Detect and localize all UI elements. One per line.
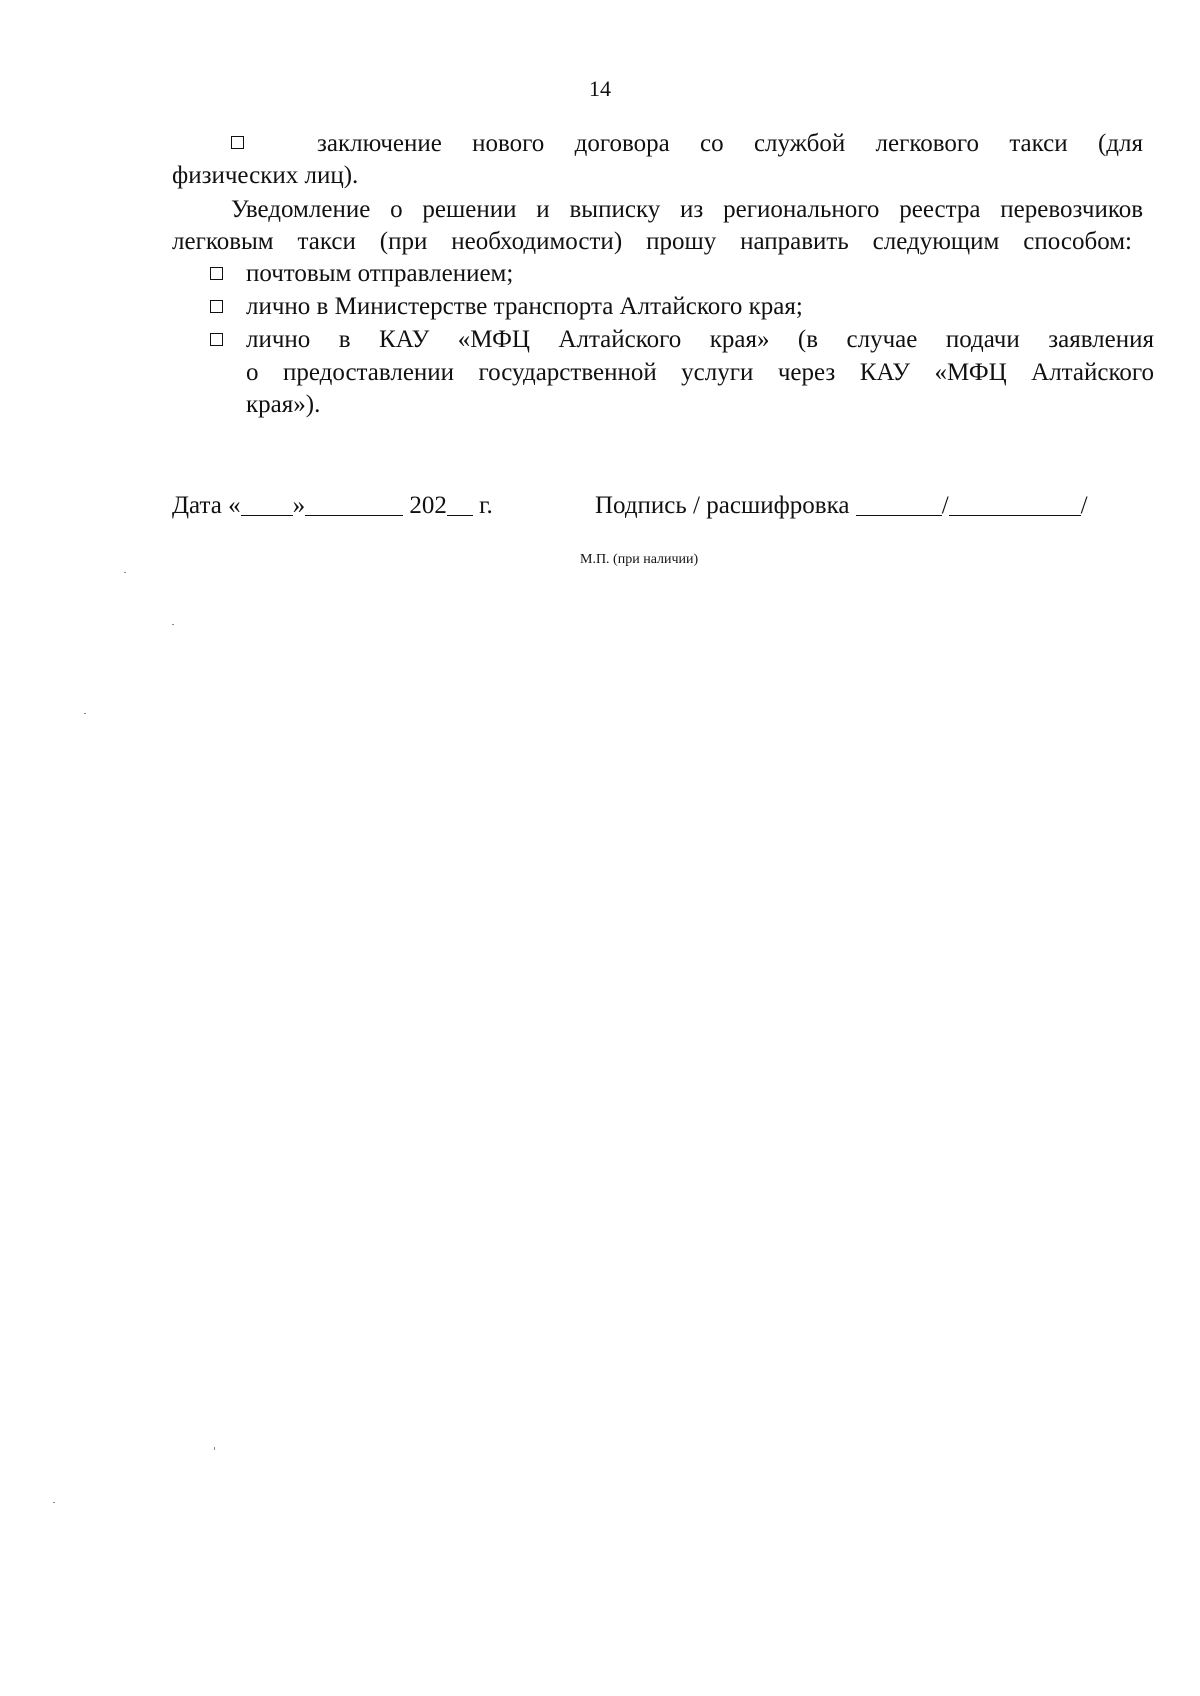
day-blank[interactable] [241, 493, 293, 516]
notice-line2: легковым такси (при необходимости) прошу направить следующим способом: [172, 228, 1132, 255]
scan-speck [214, 1447, 215, 1450]
option-ministry: лично в Министерстве транспорта Алтайского края; [246, 293, 803, 320]
date-field [172, 490, 493, 522]
option-mfc-line2: о предоставлении государственной услуги через КАУ «МФЦ Алтайского [246, 359, 1154, 386]
contract-option-line2: физических лиц). [172, 162, 359, 189]
checkbox-mfc[interactable] [210, 333, 223, 346]
signature-blank[interactable] [856, 493, 942, 516]
name-blank[interactable] [949, 493, 1081, 516]
stamp-note: М.П. (при наличии) [580, 552, 699, 567]
signature-slash-2: / [1080, 492, 1088, 519]
signature-slash-1: / [941, 492, 949, 519]
option-mfc-line1: лично в КАУ «МФЦ Алтайского края» (в случае подачи заявления [246, 326, 1154, 353]
checkbox-contract[interactable] [231, 136, 244, 149]
year-prefix: 202 [409, 492, 447, 519]
notice-line1: Уведомление о решении и выписку из регионального реестра перевозчиков [231, 196, 1143, 223]
signature-field [595, 490, 1088, 522]
scan-speck [53, 1502, 55, 1503]
option-mail: почтовым отправлением; [246, 260, 514, 287]
checkbox-ministry[interactable] [210, 300, 223, 313]
year-suffix: г. [479, 492, 493, 519]
scan-speck [172, 624, 174, 625]
year-blank[interactable] [447, 493, 473, 516]
signature-label: Подпись / расшифровка [595, 492, 850, 519]
date-close-quote: » [292, 492, 306, 519]
contract-option-line1: заключение нового договора со службой легкового такси (для [317, 130, 1143, 157]
month-blank[interactable] [305, 493, 403, 516]
scan-speck [124, 572, 126, 573]
scan-speck [84, 713, 86, 714]
checkbox-mail[interactable] [210, 267, 223, 280]
option-mfc-line3: края»). [246, 391, 321, 418]
page-number: 14 [589, 76, 611, 101]
date-label: Дата « [172, 492, 241, 519]
